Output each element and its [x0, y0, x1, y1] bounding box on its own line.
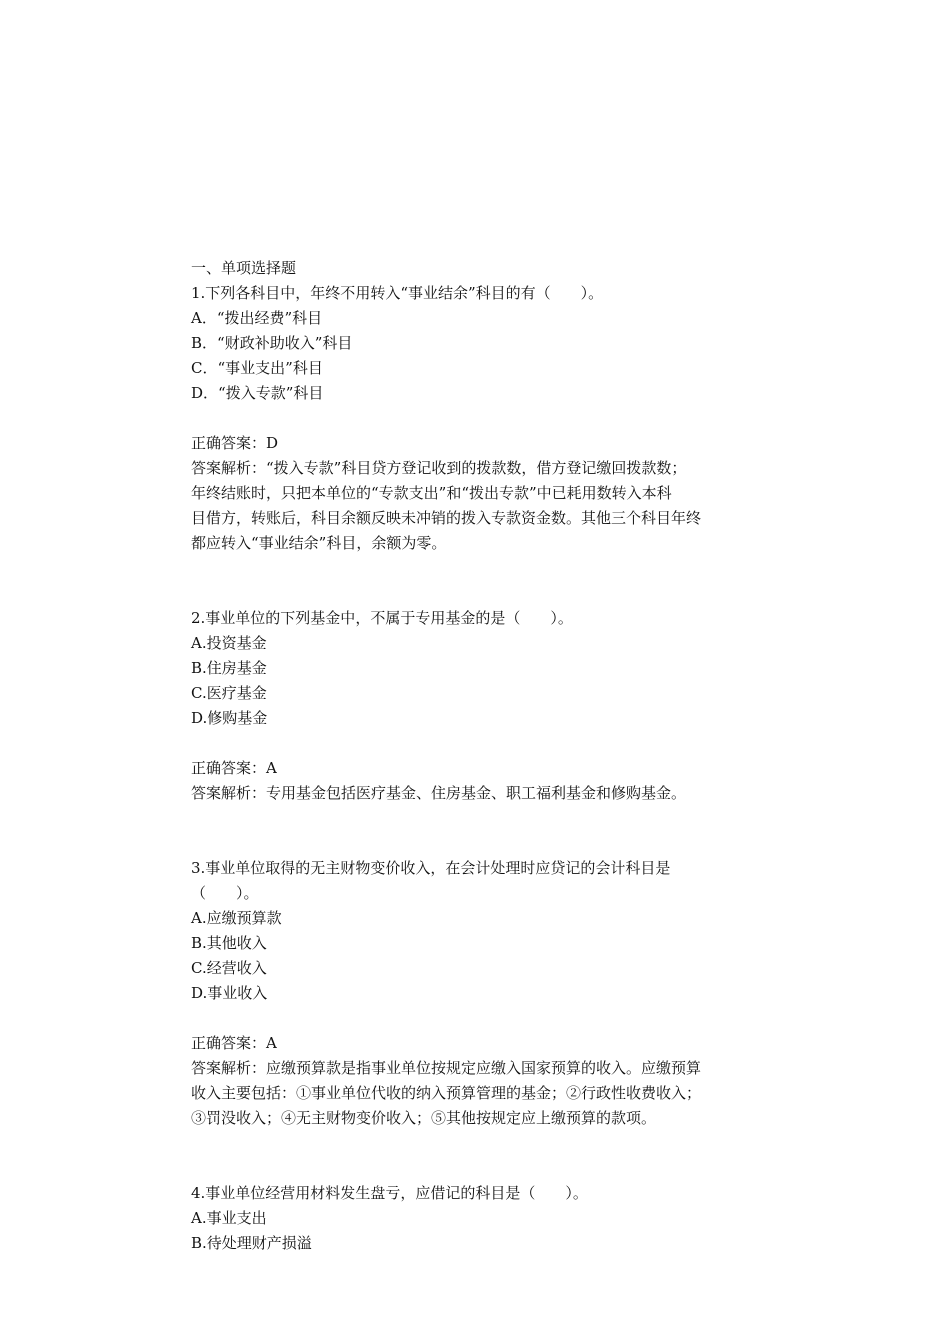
answer-analysis-line: 答案解析：“拨入专款”科目贷方登记收到的拨款数，借方登记缴回拨款数； [191, 459, 687, 477]
question-stem: 1.下列各科目中，年终不用转入“事业结余”科目的有（ ）。 [191, 284, 604, 302]
answer-analysis-line: ③罚没收入；④无主财物变价收入；⑤其他按规定应上缴预算的款项。 [191, 1109, 657, 1127]
option-b: B．“财政补助收入”科目 [191, 334, 353, 352]
answer-analysis-line: 年终结账时，只把本单位的“专款支出”和“拨出专款”中已耗用数转入本科 [191, 484, 672, 502]
answer-analysis-line: 都应转入“事业结余”科目，余额为零。 [191, 534, 447, 552]
question-2 [191, 606, 771, 806]
correct-answer: 正确答案：A [191, 759, 277, 777]
option-a: A．“拨出经费”科目 [191, 309, 323, 327]
question-stem: 2.事业单位的下列基金中，不属于专用基金的是（ ）。 [191, 609, 573, 627]
question-stem: 3.事业单位取得的无主财物变价收入，在会计处理时应贷记的会计科目是 [191, 859, 671, 877]
option-d: D.修购基金 [191, 709, 268, 727]
option-a: A.投资基金 [191, 634, 267, 652]
answer-analysis-line: 答案解析：应缴预算款是指事业单位按规定应缴入国家预算的收入。应缴预算 [191, 1059, 702, 1077]
option-c: C.经营收入 [191, 959, 267, 977]
answer-analysis-line: 收入主要包括：①事业单位代收的纳入预算管理的基金；②行政性收费收入； [191, 1084, 702, 1102]
option-a: A.事业支出 [191, 1209, 267, 1227]
correct-answer: 正确答案：D [191, 434, 279, 452]
question-stem: （ ）。 [191, 884, 259, 902]
question-3 [191, 856, 771, 1131]
option-a: A.应缴预算款 [191, 909, 282, 927]
section-title: 一、单项选择题 [191, 259, 297, 277]
option-b: B.待处理财产损溢 [191, 1234, 312, 1252]
question-4 [191, 1181, 771, 1256]
option-c: C．“事业支出”科目 [191, 359, 323, 377]
answer-analysis-line: 答案解析：专用基金包括医疗基金、住房基金、职工福利基金和修购基金。 [191, 784, 687, 802]
correct-answer: 正确答案：A [191, 1034, 277, 1052]
option-d: D．“拨入专款”科目 [191, 384, 324, 402]
question-stem: 4.事业单位经营用材料发生盘亏，应借记的科目是（ ）。 [191, 1184, 588, 1202]
option-b: B.其他收入 [191, 934, 267, 952]
question-1 [191, 281, 771, 556]
answer-analysis-line: 目借方，转账后，科目余额反映未冲销的拨入专款资金数。其他三个科目年终 [191, 509, 702, 527]
document-page [191, 256, 771, 1256]
option-b: B.住房基金 [191, 659, 267, 677]
option-c: C.医疗基金 [191, 684, 267, 702]
option-d: D.事业收入 [191, 984, 268, 1002]
